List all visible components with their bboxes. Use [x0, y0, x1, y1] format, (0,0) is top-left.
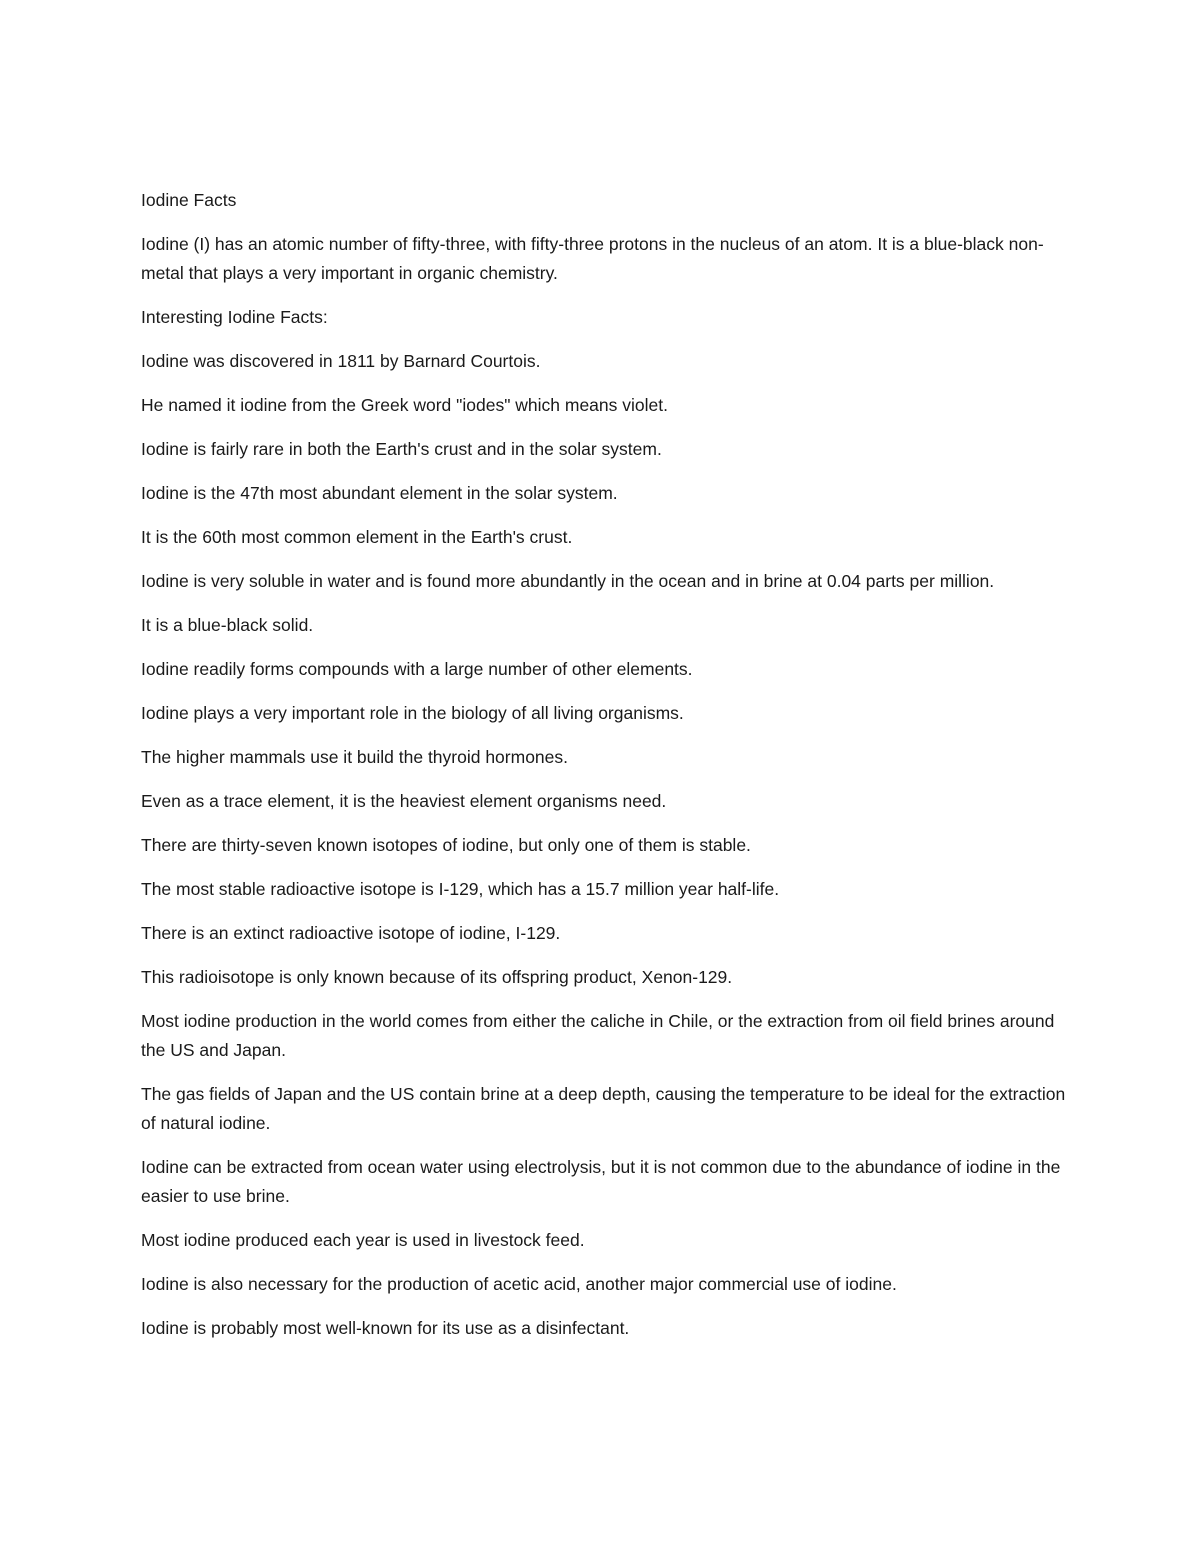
fact-paragraph: Most iodine production in the world comes from either the caliche in Chile, or the extraction from oil field brines around the US and Japan. — [141, 1011, 1055, 1060]
fact-paragraph: It is a blue-black solid. — [141, 615, 314, 635]
fact-paragraph: Iodine is fairly rare in both the Earth's crust and in the solar system. — [141, 439, 662, 459]
fact-paragraph: Iodine is also necessary for the production of acetic acid, another major commercial use of iodine. — [141, 1274, 897, 1294]
document-body — [141, 186, 1071, 1358]
intro-paragraph: Iodine (I) has an atomic number of fifty-three, with fifty-three protons in the nucleus of an atom. It is a blue-black non-metal that plays a very important in organic chemistry. — [141, 234, 1044, 283]
fact-paragraph: He named it iodine from the Greek word "iodes" which means violet. — [141, 395, 668, 415]
fact-paragraph: The higher mammals use it build the thyroid hormones. — [141, 747, 569, 767]
document-title: Iodine Facts — [141, 190, 237, 210]
fact-paragraph: Iodine is very soluble in water and is found more abundantly in the ocean and in brine at 0.04 parts per million. — [141, 571, 995, 591]
fact-paragraph: Even as a trace element, it is the heaviest element organisms need. — [141, 791, 667, 811]
fact-paragraph: There are thirty-seven known isotopes of iodine, but only one of them is stable. — [141, 835, 751, 855]
fact-paragraph: Iodine is the 47th most abundant element in the solar system. — [141, 483, 618, 503]
fact-paragraph: The most stable radioactive isotope is I-129, which has a 15.7 million year half-life. — [141, 879, 780, 899]
fact-paragraph: This radioisotope is only known because of its offspring product, Xenon-129. — [141, 967, 733, 987]
fact-paragraph: Iodine readily forms compounds with a large number of other elements. — [141, 659, 693, 679]
fact-paragraph: Iodine is probably most well-known for its use as a disinfectant. — [141, 1318, 630, 1338]
fact-paragraph: It is the 60th most common element in the Earth's crust. — [141, 527, 573, 547]
fact-paragraph: Iodine was discovered in 1811 by Barnard Courtois. — [141, 351, 541, 371]
fact-paragraph: The gas fields of Japan and the US contain brine at a deep depth, causing the temperature to be ideal for the extraction of natural iodine. — [141, 1084, 1066, 1133]
facts-subheading: Interesting Iodine Facts: — [141, 307, 328, 327]
fact-paragraph: There is an extinct radioactive isotope of iodine, I-129. — [141, 923, 561, 943]
fact-paragraph: Iodine plays a very important role in the biology of all living organisms. — [141, 703, 684, 723]
fact-paragraph: Iodine can be extracted from ocean water using electrolysis, but it is not common due to the abundance of iodine in the easier to use brine. — [141, 1157, 1061, 1206]
fact-paragraph: Most iodine produced each year is used in livestock feed. — [141, 1230, 585, 1250]
